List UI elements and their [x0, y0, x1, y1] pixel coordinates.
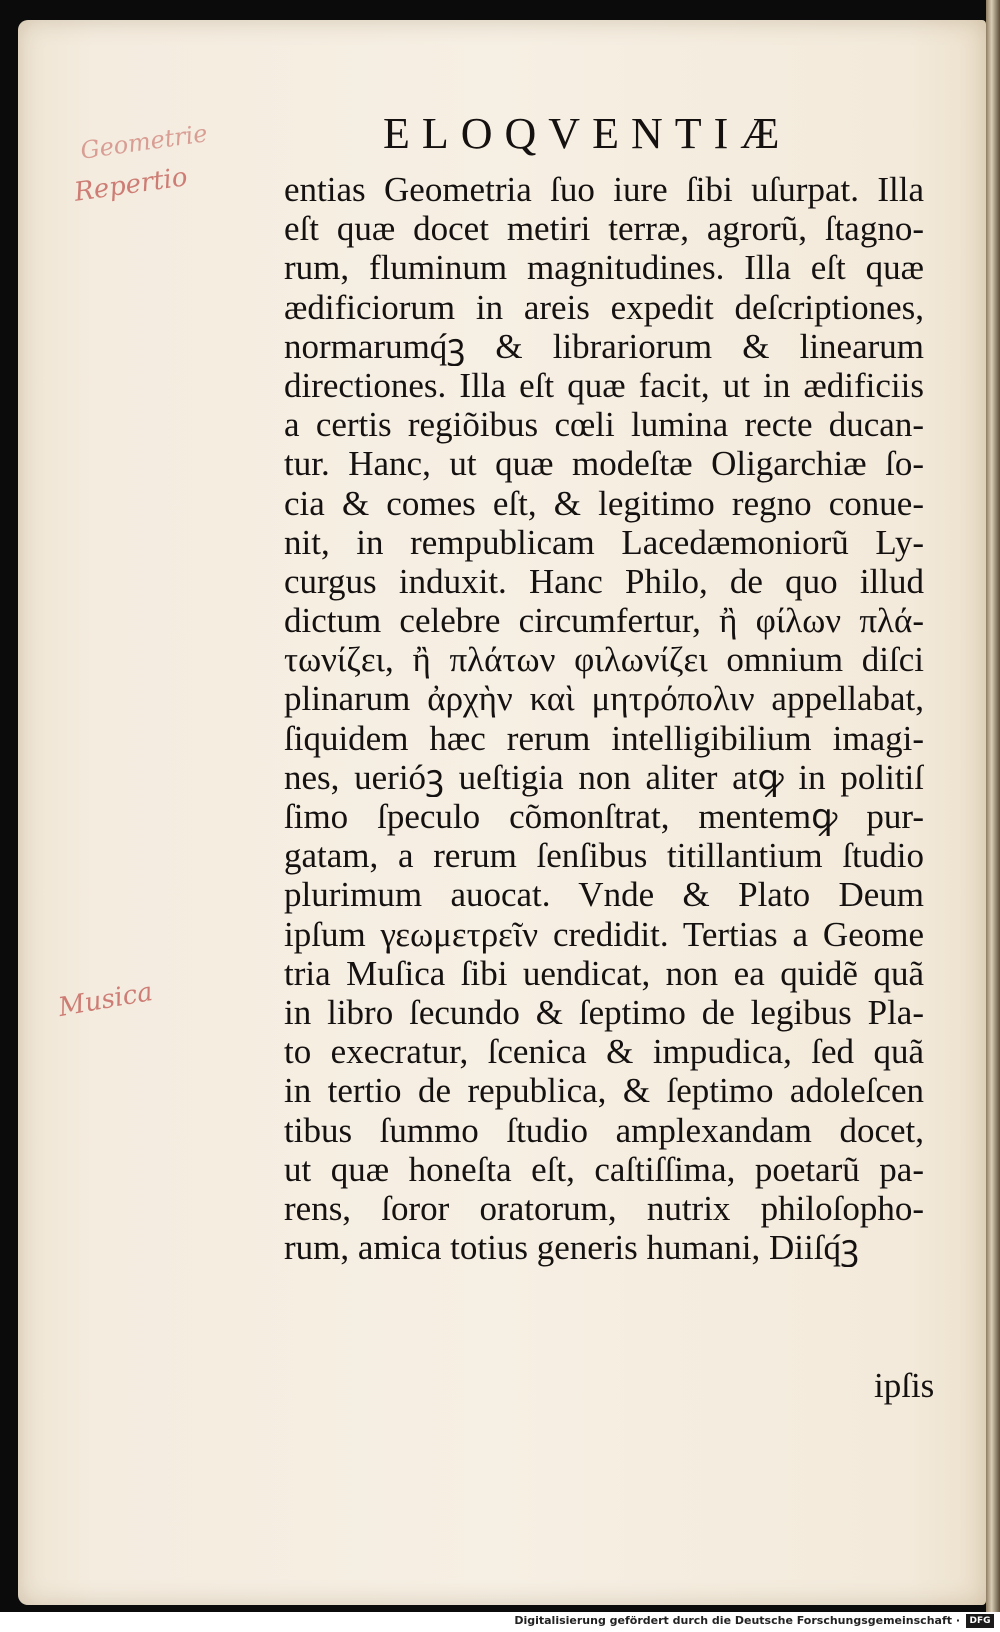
text-line: a certis regiõibus cœli lumina recte ducan- [284, 405, 924, 445]
margin-note-musica: Musica [56, 976, 155, 1024]
footer-credit: Digitalisierung gefördert durch die Deutsche Forschungsgemeinschaft · [514, 1614, 960, 1627]
text-line: cia & comes eſt, & legitimo regno conue- [284, 483, 924, 523]
text-line: ipſum γεωμετρεῖν credidit. Tertias a Geome [284, 914, 924, 954]
text-line: ſimo ſpeculo cõmonſtrat, mentemꝙ pur- [284, 797, 924, 836]
text-line: ædificiorum in areis expedit deſcriptiones, [284, 287, 924, 327]
text-line: directiones. Illa eſt quæ facit, ut in ædificiis [284, 365, 924, 405]
text-line: dictum celebre circumfertur, ἢ φίλων πλά- [284, 601, 924, 641]
running-head: ELOQVENTIÆ [383, 109, 792, 158]
page-edge [986, 0, 1000, 1612]
text-line: nes, uerióꝫ ueſtigia non aliter atꝙ in politiſ [284, 757, 924, 797]
text-line: ut quæ honeſta eſt, caſtiſſima, poetarũ pa- [284, 1149, 924, 1189]
text-line: gatam, a rerum ſenſibus titillantium ſtudio [284, 836, 924, 876]
book-page [18, 20, 986, 1605]
text-line: tur. Hanc, ut quæ modeſtæ Oligarchiæ ſo- [284, 444, 924, 484]
text-line: entias Geometria ſuo iure ſibi uſurpat. Illa [284, 170, 924, 209]
text-line: rum, fluminum magnitudines. Illa eſt quæ [284, 248, 924, 288]
catchword: ipſis [874, 1366, 935, 1405]
text-line: ſiquidem hæc rerum intelligibilium imagi- [284, 718, 924, 758]
margin-note-geometrie: Geometrie [78, 119, 210, 165]
text-line: to execratur, ſcenica & impudica, ſed quã [284, 1032, 924, 1072]
text-line: rens, ſoror oratorum, nutrix philoſopho- [284, 1188, 924, 1228]
text-line: τωνίζει, ἢ πλάτων φιλωνίζει omnium diſci [284, 640, 924, 680]
text-line: normarumq́ꝫ & librariorum & linearum [284, 326, 924, 366]
text-line: nit, in rempublicam Lacedæmoniorũ Ly- [284, 522, 924, 562]
text-line: plinarum ἀρχὴν καὶ μητρόπολιν appellabat, [284, 679, 924, 719]
text-line: plurimum auocat. Vnde & Plato Deum [284, 875, 924, 915]
dfg-logo: DFG [966, 1614, 994, 1628]
text-line: tria Muſica ſibi uendicat, non ea quidẽ quã [284, 953, 924, 993]
text-line: tibus ſummo ſtudio amplexandam docet, [284, 1110, 924, 1150]
text-line: eſt quæ docet metiri terræ, agrorũ, ſtagno- [284, 209, 924, 249]
text-line: rum, amica totius generis humani, Diiſq́ꝫ [284, 1228, 859, 1268]
text-block [284, 170, 964, 1267]
text-line: in libro ſecundo & ſeptimo de legibus Pla- [284, 992, 924, 1032]
margin-note-repertio: Repertio [72, 162, 190, 208]
text-line: in tertio de republica, & ſeptimo adoleſcen [284, 1071, 924, 1111]
text-line: curgus induxit. Hanc Philo, de quo illud [284, 561, 924, 601]
